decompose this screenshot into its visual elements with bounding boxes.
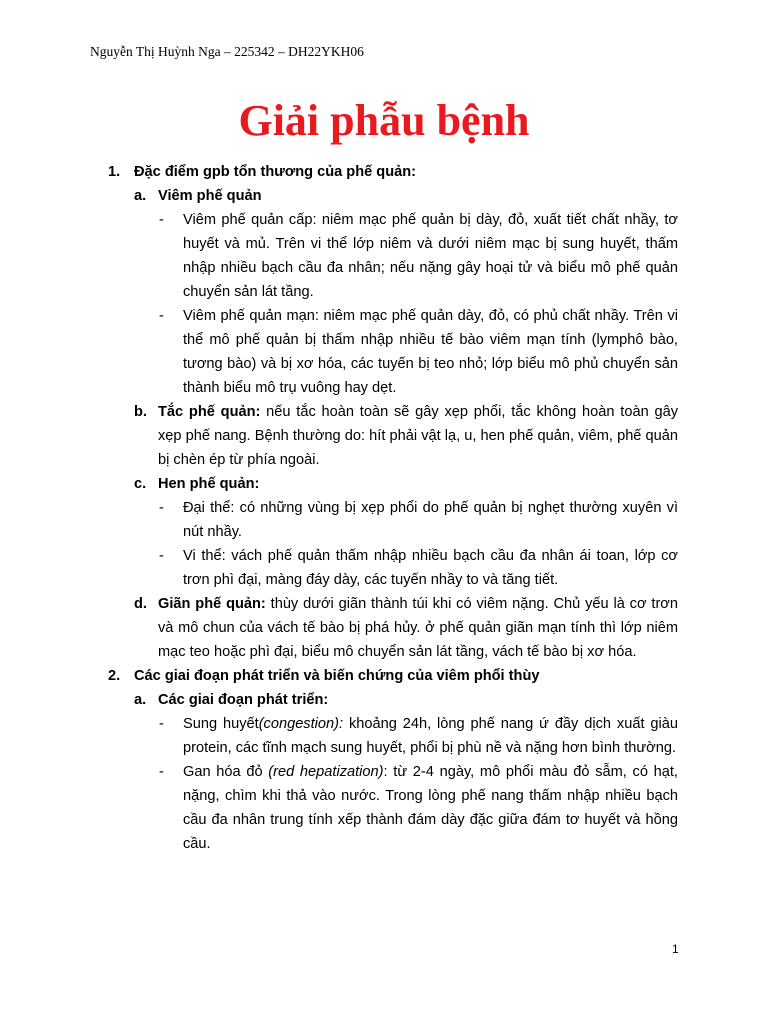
subsection-paragraph bbox=[158, 400, 678, 472]
document-body bbox=[90, 160, 678, 856]
bullet-dash: - bbox=[159, 212, 164, 228]
bullet-dash: - bbox=[159, 308, 164, 324]
section-2-heading bbox=[90, 664, 678, 688]
subsection-paragraph bbox=[158, 592, 678, 664]
subsection-letter: a. bbox=[134, 692, 147, 708]
section-number: 1. bbox=[108, 164, 121, 180]
subsection-1b bbox=[134, 400, 678, 472]
subsection-title: Các giai đoạn phát triển: bbox=[158, 692, 329, 708]
term-description: khoảng 24h, lòng phế nang ứ đầy dịch xuất giàu protein, các tĩnh mạch sung huyết, phổi bị phù nề và nặng hơn bình thường. bbox=[183, 716, 678, 756]
subsection-letter: a. bbox=[134, 188, 147, 204]
bullet-text: Vi thể: vách phế quản thấm nhập nhiều bạch cầu đa nhân ái toan, lớp cơ trơn phì đại, màng đáy dày, các tuyến nhầy to và tăng tiết. bbox=[183, 548, 678, 588]
term-description: : từ 2-4 ngày, mô phổi màu đỏ sẫm, có hạt, nặng, chìm khi thả vào nước. Trong lòng phế nang thấm nhập nhiều bạch cầu đa nhân trung tính xếp thành đám dày đặc giữa đám tơ huyết và hồng cầu. bbox=[183, 764, 678, 852]
subsection-letter: d. bbox=[134, 596, 147, 612]
bullet-dash: - bbox=[159, 548, 164, 564]
bullet-item bbox=[158, 208, 678, 304]
bullet-text: Đại thể: có những vùng bị xẹp phổi do phế quản bị nghẹt thường xuyên vì nút nhầy. bbox=[183, 500, 678, 540]
subsection-2a bbox=[134, 688, 678, 712]
page-title: Giải phẫu bệnh bbox=[238, 96, 530, 145]
section-title: Đặc điểm gpb tổn thương của phế quản: bbox=[134, 164, 417, 180]
subsection-text: nếu tắc hoàn toàn sẽ gây xẹp phổi, tắc không hoàn toàn gây xẹp phế nang. Bệnh thường do: hít phải vật lạ, u, hen phế quản, viêm, phế quản bị chèn ép từ phía ngoài. bbox=[158, 404, 678, 468]
bullet-item bbox=[158, 760, 678, 856]
page-number: 1 bbox=[672, 942, 679, 956]
subsection-text: thùy dưới giãn thành túi khi có viêm nặng. Chủ yếu là cơ trơn và mô chun của vách tế bào bị phá hủy. ở phế quản giãn mạn tính thì lớp niêm mạc teo hoặc phì đại, biểu mô chuyển sản lát tầng, vách tế bào bị xơ hóa. bbox=[158, 596, 678, 660]
subsection-title: Tắc phế quản: bbox=[158, 404, 261, 420]
subsection-letter: c. bbox=[134, 476, 147, 492]
bullet-dash: - bbox=[159, 764, 164, 780]
subsection-title: Giãn phế quản: bbox=[158, 596, 266, 612]
bullet-item bbox=[158, 544, 678, 592]
section-title: Các giai đoạn phát triển và biến chứng của viêm phổi thùy bbox=[134, 668, 540, 684]
section-1-heading bbox=[90, 160, 678, 184]
subsection-letter: b. bbox=[134, 404, 147, 420]
term: Sung huyết bbox=[183, 716, 259, 732]
bullet-item bbox=[158, 304, 678, 400]
bullet-text bbox=[183, 712, 678, 760]
subsection-title: Viêm phế quản bbox=[158, 188, 262, 204]
bullet-text: Viêm phế quản mạn: niêm mạc phế quản dày, đỏ, có phủ chất nhầy. Trên vi thể mô phế quản bị thấm nhập nhiều tế bào viêm mạn tính (lymphô bào, tương bào) và bị xơ hóa, các tuyến bị teo nhỏ; lớp biểu mô phủ chuyển sản thành biểu mô trụ vuông hay dẹt. bbox=[183, 308, 678, 396]
bullet-item bbox=[158, 496, 678, 544]
bullet-item bbox=[158, 712, 678, 760]
bullet-text bbox=[183, 760, 678, 856]
subsection-1d bbox=[134, 592, 678, 664]
bullet-text: Viêm phế quản cấp: niêm mạc phế quản bị dày, đỏ, xuất tiết chất nhầy, tơ huyết và mủ. Trên vi thể lớp niêm và dưới niêm mạc bị sung huyết, thấm nhập nhiều bạch cầu đa nhân; nếu nặng gây hoại tử và biểu mô phế quản chuyển sản lát tầng. bbox=[183, 212, 678, 300]
page-header: Nguyễn Thị Huỳnh Nga – 225342 – DH22YKH06 bbox=[90, 44, 364, 59]
subsection-title: Hen phế quản: bbox=[158, 476, 260, 492]
subsection-1c bbox=[134, 472, 678, 496]
term: Gan hóa đỏ bbox=[183, 764, 269, 780]
term-english: (red hepatization) bbox=[268, 764, 384, 780]
section-number: 2. bbox=[108, 668, 121, 684]
bullet-dash: - bbox=[159, 500, 164, 516]
subsection-1a bbox=[134, 184, 678, 208]
term-english: (congestion): bbox=[258, 716, 344, 732]
bullet-dash: - bbox=[159, 716, 164, 732]
